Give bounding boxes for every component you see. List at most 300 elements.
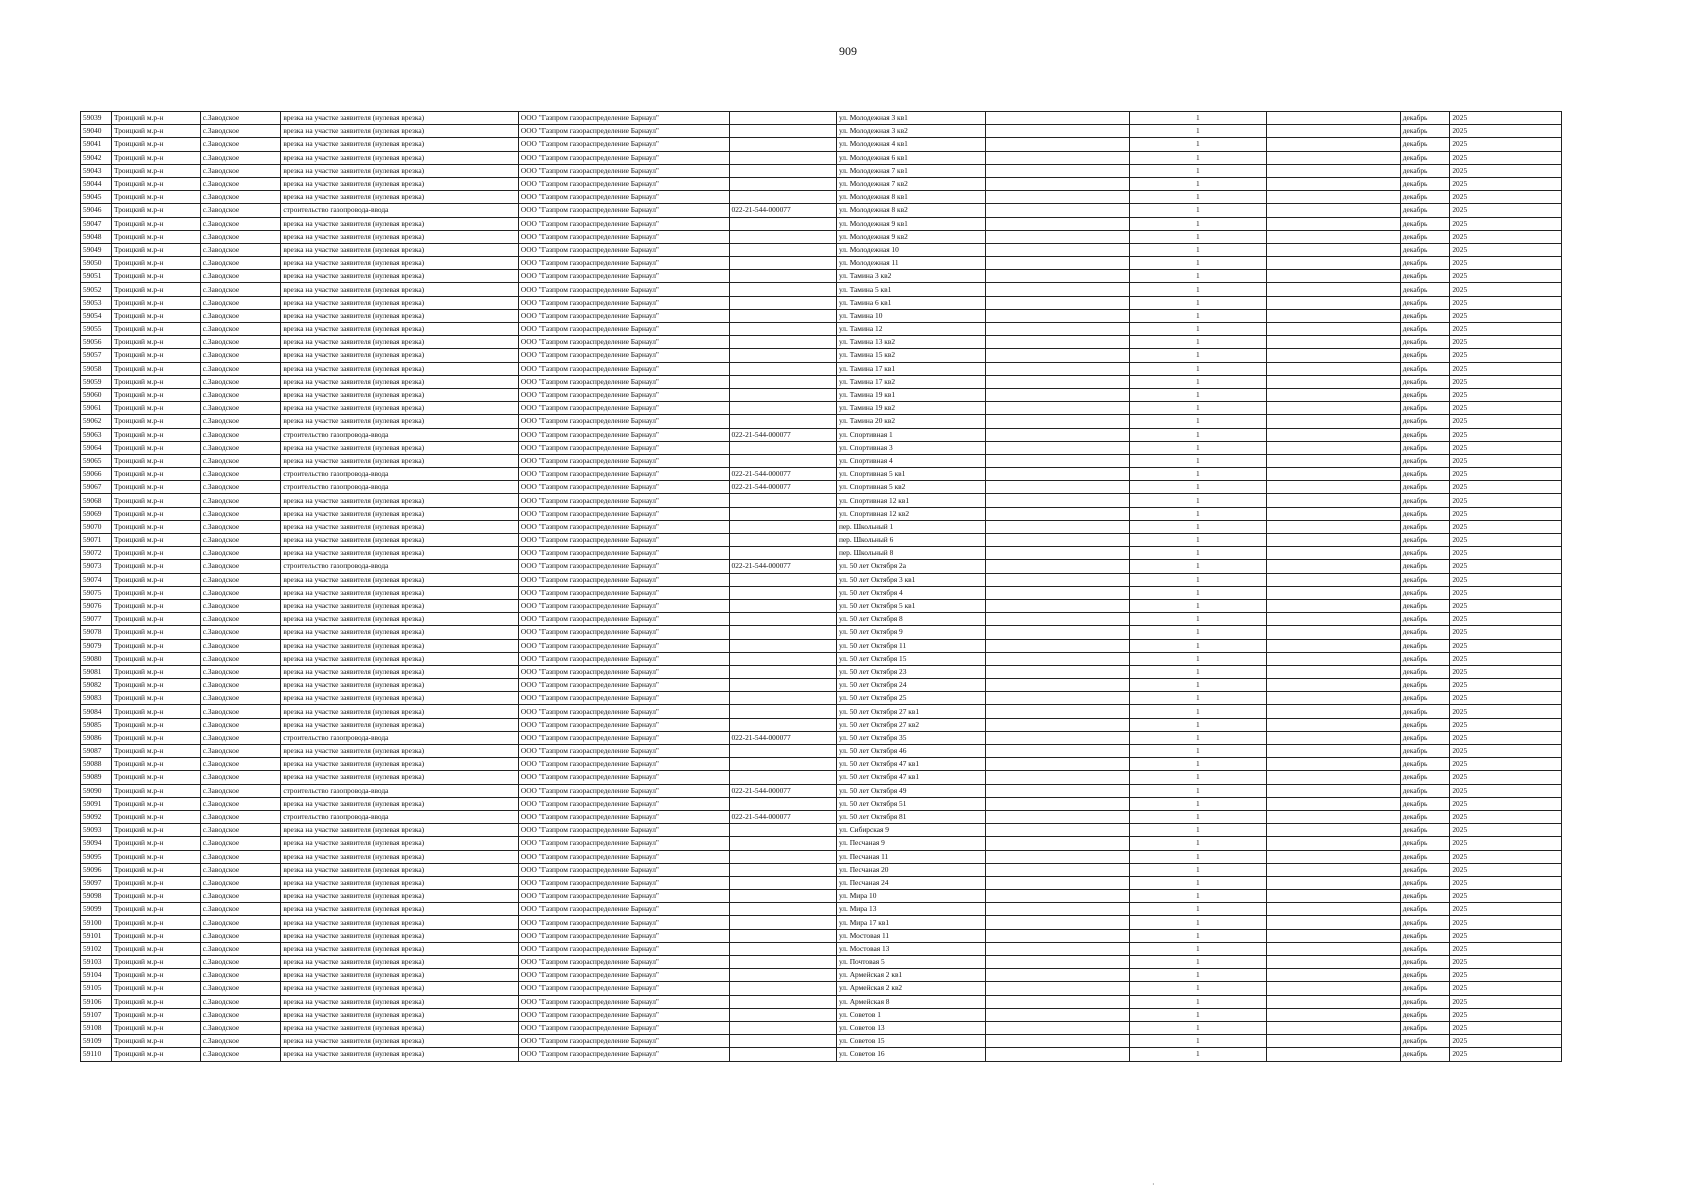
table-row [81,586,1562,599]
cell-month: декабрь [1400,402,1450,415]
cell-year: 2025 [1450,731,1562,744]
cell-contract-number [729,507,836,520]
cell-quantity: 1 [1130,428,1266,441]
cell-work-type: врезка на участке заявителя (нулевая врезка) [281,1008,519,1021]
cell-extra-col-1 [985,402,1130,415]
cell-extra-col-2 [1266,547,1400,560]
cell-contract-number [729,1048,836,1061]
cell-row-number: 59044 [81,177,112,190]
cell-extra-col-1 [985,705,1130,718]
cell-row-number: 59082 [81,679,112,692]
cell-contract-number [729,402,836,415]
cell-address: ул. Молодежная 8 кв1 [836,191,985,204]
cell-locality: с.Заводское [200,599,281,612]
cell-district: Троицкий м.р-н [111,204,200,217]
cell-district: Троицкий м.р-н [111,784,200,797]
cell-extra-col-1 [985,349,1130,362]
table-row [81,824,1562,837]
cell-month: декабрь [1400,534,1450,547]
cell-quantity: 1 [1130,758,1266,771]
cell-address: ул. Тамина 17 кв2 [836,375,985,388]
cell-contract-number [729,692,836,705]
cell-year: 2025 [1450,771,1562,784]
cell-row-number: 59045 [81,191,112,204]
cell-locality: с.Заводское [200,745,281,758]
table-row [81,784,1562,797]
cell-extra-col-1 [985,441,1130,454]
table-row [81,982,1562,995]
cell-row-number: 59108 [81,1021,112,1034]
cell-quantity: 1 [1130,1021,1266,1034]
cell-locality: с.Заводское [200,863,281,876]
cell-work-type: врезка на участке заявителя (нулевая врезка) [281,336,519,349]
cell-row-number: 59049 [81,243,112,256]
cell-work-type: врезка на участке заявителя (нулевая врезка) [281,507,519,520]
cell-locality: с.Заводское [200,125,281,138]
cell-month: декабрь [1400,639,1450,652]
cell-work-type: врезка на участке заявителя (нулевая врезка) [281,296,519,309]
cell-district: Троицкий м.р-н [111,916,200,929]
cell-locality: с.Заводское [200,824,281,837]
cell-row-number: 59105 [81,982,112,995]
cell-quantity: 1 [1130,534,1266,547]
cell-work-type: врезка на участке заявителя (нулевая врезка) [281,402,519,415]
cell-month: декабрь [1400,388,1450,401]
cell-locality: с.Заводское [200,388,281,401]
cell-work-type: врезка на участке заявителя (нулевая врезка) [281,217,519,230]
cell-extra-col-2 [1266,296,1400,309]
cell-year: 2025 [1450,125,1562,138]
cell-month: декабрь [1400,916,1450,929]
cell-locality: с.Заводское [200,652,281,665]
cell-locality: с.Заводское [200,270,281,283]
cell-work-type: врезка на участке заявителя (нулевая врезка) [281,257,519,270]
cell-row-number: 59068 [81,494,112,507]
cell-row-number: 59088 [81,758,112,771]
cell-extra-col-1 [985,112,1130,125]
cell-address: ул. Тамина 3 кв2 [836,270,985,283]
cell-extra-col-1 [985,929,1130,942]
cell-organization: ООО "Газпром газораспределение Барнаул" [518,837,729,850]
cell-month: декабрь [1400,494,1450,507]
cell-contract-number [729,850,836,863]
cell-district: Троицкий м.р-н [111,586,200,599]
cell-contract-number: 022-21-544-000077 [729,784,836,797]
cell-year: 2025 [1450,969,1562,982]
table-row [81,1021,1562,1034]
cell-contract-number [729,1035,836,1048]
cell-extra-col-1 [985,824,1130,837]
cell-organization: ООО "Газпром газораспределение Барнаул" [518,1035,729,1048]
cell-locality: с.Заводское [200,296,281,309]
cell-quantity: 1 [1130,362,1266,375]
cell-extra-col-1 [985,468,1130,481]
table-row [81,876,1562,889]
cell-row-number: 59100 [81,916,112,929]
cell-locality: с.Заводское [200,494,281,507]
cell-quantity: 1 [1130,1048,1266,1061]
cell-organization: ООО "Газпром газораспределение Барнаул" [518,112,729,125]
cell-year: 2025 [1450,613,1562,626]
cell-district: Троицкий м.р-н [111,652,200,665]
cell-locality: с.Заводское [200,138,281,151]
cell-year: 2025 [1450,1008,1562,1021]
cell-district: Троицкий м.р-н [111,270,200,283]
cell-year: 2025 [1450,718,1562,731]
cell-organization: ООО "Газпром газораспределение Барнаул" [518,336,729,349]
cell-year: 2025 [1450,323,1562,336]
cell-month: декабрь [1400,731,1450,744]
table-row [81,388,1562,401]
cell-contract-number [729,164,836,177]
cell-work-type: строительство газопровода-ввода [281,428,519,441]
cell-locality: с.Заводское [200,547,281,560]
cell-extra-col-2 [1266,441,1400,454]
cell-row-number: 59086 [81,731,112,744]
cell-month: декабрь [1400,797,1450,810]
cell-organization: ООО "Газпром газораспределение Барнаул" [518,692,729,705]
cell-locality: с.Заводское [200,243,281,256]
cell-quantity: 1 [1130,969,1266,982]
cell-extra-col-1 [985,415,1130,428]
cell-locality: с.Заводское [200,692,281,705]
cell-quantity: 1 [1130,824,1266,837]
cell-extra-col-1 [985,481,1130,494]
cell-quantity: 1 [1130,1035,1266,1048]
cell-quantity: 1 [1130,164,1266,177]
cell-work-type: строительство газопровода-ввода [281,731,519,744]
cell-extra-col-2 [1266,969,1400,982]
cell-district: Троицкий м.р-н [111,441,200,454]
cell-quantity: 1 [1130,771,1266,784]
cell-row-number: 59099 [81,903,112,916]
cell-row-number: 59067 [81,481,112,494]
cell-row-number: 59092 [81,810,112,823]
cell-work-type: врезка на участке заявителя (нулевая врезка) [281,270,519,283]
cell-quantity: 1 [1130,665,1266,678]
cell-row-number: 59056 [81,336,112,349]
cell-address: ул. Спортивная 4 [836,454,985,467]
cell-extra-col-2 [1266,876,1400,889]
cell-row-number: 59093 [81,824,112,837]
cell-address: ул. Песчаная 11 [836,850,985,863]
cell-extra-col-1 [985,863,1130,876]
cell-extra-col-2 [1266,534,1400,547]
cell-organization: ООО "Газпром газораспределение Барнаул" [518,626,729,639]
table-row [81,243,1562,256]
cell-locality: с.Заводское [200,349,281,362]
cell-organization: ООО "Газпром газораспределение Барнаул" [518,138,729,151]
cell-quantity: 1 [1130,745,1266,758]
cell-work-type: врезка на участке заявителя (нулевая врезка) [281,534,519,547]
cell-locality: с.Заводское [200,784,281,797]
cell-year: 2025 [1450,942,1562,955]
cell-extra-col-1 [985,217,1130,230]
cell-month: декабрь [1400,771,1450,784]
cell-extra-col-1 [985,547,1130,560]
cell-work-type: врезка на участке заявителя (нулевая врезка) [281,494,519,507]
cell-contract-number: 022-21-544-000077 [729,204,836,217]
cell-row-number: 59054 [81,309,112,322]
cell-row-number: 59075 [81,586,112,599]
cell-contract-number [729,890,836,903]
cell-locality: с.Заводское [200,362,281,375]
cell-quantity: 1 [1130,336,1266,349]
cell-organization: ООО "Газпром газораспределение Барнаул" [518,415,729,428]
cell-address: ул. Спортивная 1 [836,428,985,441]
cell-extra-col-1 [985,784,1130,797]
cell-extra-col-2 [1266,639,1400,652]
table-row [81,573,1562,586]
cell-locality: с.Заводское [200,705,281,718]
cell-contract-number [729,547,836,560]
cell-address: ул. Молодежная 6 кв1 [836,151,985,164]
cell-row-number: 59040 [81,125,112,138]
cell-address: ул. Почтовая 5 [836,956,985,969]
cell-locality: с.Заводское [200,112,281,125]
cell-locality: с.Заводское [200,151,281,164]
cell-district: Троицкий м.р-н [111,810,200,823]
cell-row-number: 59077 [81,613,112,626]
cell-quantity: 1 [1130,520,1266,533]
cell-year: 2025 [1450,679,1562,692]
cell-row-number: 59076 [81,599,112,612]
cell-row-number: 59084 [81,705,112,718]
cell-organization: ООО "Газпром газораспределение Барнаул" [518,771,729,784]
cell-quantity: 1 [1130,705,1266,718]
cell-contract-number [729,375,836,388]
cell-month: декабрь [1400,1048,1450,1061]
cell-address: ул. Молодежная 3 кв2 [836,125,985,138]
cell-work-type: врезка на участке заявителя (нулевая врезка) [281,151,519,164]
cell-organization: ООО "Газпром газораспределение Барнаул" [518,441,729,454]
cell-work-type: врезка на участке заявителя (нулевая врезка) [281,626,519,639]
cell-work-type: врезка на участке заявителя (нулевая врезка) [281,112,519,125]
cell-year: 2025 [1450,916,1562,929]
cell-quantity: 1 [1130,586,1266,599]
cell-extra-col-2 [1266,929,1400,942]
cell-year: 2025 [1450,388,1562,401]
cell-row-number: 59096 [81,863,112,876]
cell-extra-col-2 [1266,494,1400,507]
cell-quantity: 1 [1130,903,1266,916]
cell-work-type: врезка на участке заявителя (нулевая врезка) [281,969,519,982]
cell-month: декабрь [1400,850,1450,863]
cell-locality: с.Заводское [200,454,281,467]
cell-row-number: 59070 [81,520,112,533]
cell-month: декабрь [1400,956,1450,969]
cell-work-type: врезка на участке заявителя (нулевая врезка) [281,639,519,652]
cell-extra-col-1 [985,599,1130,612]
cell-year: 2025 [1450,837,1562,850]
cell-organization: ООО "Газпром газораспределение Барнаул" [518,797,729,810]
cell-year: 2025 [1450,349,1562,362]
cell-extra-col-2 [1266,863,1400,876]
cell-organization: ООО "Газпром газораспределение Барнаул" [518,758,729,771]
cell-extra-col-1 [985,375,1130,388]
cell-year: 2025 [1450,784,1562,797]
cell-locality: с.Заводское [200,771,281,784]
cell-row-number: 59058 [81,362,112,375]
cell-month: декабрь [1400,428,1450,441]
cell-district: Троицкий м.р-н [111,745,200,758]
cell-month: декабрь [1400,626,1450,639]
cell-work-type: врезка на участке заявителя (нулевая врезка) [281,916,519,929]
table-row [81,507,1562,520]
cell-extra-col-2 [1266,112,1400,125]
table-row [81,969,1562,982]
cell-quantity: 1 [1130,375,1266,388]
cell-month: декабрь [1400,718,1450,731]
cell-extra-col-2 [1266,415,1400,428]
cell-year: 2025 [1450,283,1562,296]
cell-district: Троицкий м.р-н [111,164,200,177]
cell-district: Троицкий м.р-н [111,613,200,626]
cell-month: декабрь [1400,929,1450,942]
cell-row-number: 59101 [81,929,112,942]
cell-locality: с.Заводское [200,890,281,903]
cell-locality: с.Заводское [200,758,281,771]
table-row [81,125,1562,138]
cell-address: ул. Сибирская 9 [836,824,985,837]
cell-district: Троицкий м.р-н [111,771,200,784]
cell-work-type: врезка на участке заявителя (нулевая врезка) [281,863,519,876]
cell-address: ул. Молодежная 7 кв2 [836,177,985,190]
cell-year: 2025 [1450,257,1562,270]
cell-address: ул. Советов 16 [836,1048,985,1061]
cell-extra-col-1 [985,494,1130,507]
cell-address: ул. 50 лет Октября 11 [836,639,985,652]
cell-locality: с.Заводское [200,217,281,230]
cell-organization: ООО "Газпром газораспределение Барнаул" [518,454,729,467]
cell-year: 2025 [1450,903,1562,916]
cell-year: 2025 [1450,191,1562,204]
cell-work-type: врезка на участке заявителя (нулевая врезка) [281,441,519,454]
cell-extra-col-1 [985,507,1130,520]
cell-district: Троицкий м.р-н [111,890,200,903]
cell-address: ул. 50 лет Октября 15 [836,652,985,665]
cell-row-number: 59079 [81,639,112,652]
cell-organization: ООО "Газпром газораспределение Барнаул" [518,942,729,955]
cell-extra-col-1 [985,283,1130,296]
cell-month: декабрь [1400,982,1450,995]
cell-extra-col-1 [985,573,1130,586]
cell-year: 2025 [1450,876,1562,889]
cell-contract-number [729,138,836,151]
cell-quantity: 1 [1130,309,1266,322]
cell-work-type: врезка на участке заявителя (нулевая врезка) [281,309,519,322]
cell-contract-number: 022-21-544-000077 [729,428,836,441]
cell-contract-number [729,916,836,929]
cell-district: Троицкий м.р-н [111,929,200,942]
cell-locality: с.Заводское [200,731,281,744]
cell-work-type: врезка на участке заявителя (нулевая врезка) [281,956,519,969]
cell-contract-number [729,454,836,467]
cell-work-type: врезка на участке заявителя (нулевая врезка) [281,164,519,177]
cell-row-number: 59104 [81,969,112,982]
cell-work-type: врезка на участке заявителя (нулевая врезка) [281,375,519,388]
cell-address: ул. Советов 1 [836,1008,985,1021]
table-row [81,639,1562,652]
cell-locality: с.Заводское [200,257,281,270]
cell-contract-number: 022-21-544-000077 [729,481,836,494]
cell-extra-col-2 [1266,402,1400,415]
cell-address: ул. Тамина 15 кв2 [836,349,985,362]
table-row [81,679,1562,692]
cell-organization: ООО "Газпром газораспределение Барнаул" [518,969,729,982]
cell-year: 2025 [1450,402,1562,415]
cell-row-number: 59085 [81,718,112,731]
cell-extra-col-1 [985,336,1130,349]
cell-address: ул. Песчаная 20 [836,863,985,876]
cell-contract-number [729,151,836,164]
cell-address: ул. Песчаная 24 [836,876,985,889]
table-row [81,428,1562,441]
cell-month: декабрь [1400,705,1450,718]
cell-month: декабрь [1400,257,1450,270]
cell-month: декабрь [1400,454,1450,467]
cell-contract-number [729,956,836,969]
table-row [81,191,1562,204]
cell-district: Троицкий м.р-н [111,863,200,876]
cell-month: декабрь [1400,745,1450,758]
table-row [81,151,1562,164]
cell-organization: ООО "Газпром газораспределение Барнаул" [518,323,729,336]
cell-address: ул. Молодежная 11 [836,257,985,270]
cell-month: декабрь [1400,903,1450,916]
table-row [81,956,1562,969]
table-row [81,402,1562,415]
cell-quantity: 1 [1130,784,1266,797]
cell-organization: ООО "Газпром газораспределение Барнаул" [518,863,729,876]
cell-address: ул. Спортивная 5 кв1 [836,468,985,481]
cell-year: 2025 [1450,428,1562,441]
cell-work-type: врезка на участке заявителя (нулевая врезка) [281,1048,519,1061]
cell-organization: ООО "Газпром газораспределение Барнаул" [518,257,729,270]
cell-district: Троицкий м.р-н [111,534,200,547]
cell-contract-number [729,112,836,125]
cell-extra-col-1 [985,323,1130,336]
table-row [81,230,1562,243]
cell-address: ул. Тамина 19 кв2 [836,402,985,415]
cell-address: ул. Спортивная 12 кв1 [836,494,985,507]
cell-row-number: 59062 [81,415,112,428]
cell-district: Троицкий м.р-н [111,415,200,428]
cell-work-type: врезка на участке заявителя (нулевая врезка) [281,705,519,718]
cell-row-number: 59039 [81,112,112,125]
cell-extra-col-2 [1266,626,1400,639]
cell-locality: с.Заводское [200,969,281,982]
cell-locality: с.Заводское [200,468,281,481]
cell-extra-col-2 [1266,191,1400,204]
cell-quantity: 1 [1130,323,1266,336]
cell-extra-col-1 [985,718,1130,731]
cell-quantity: 1 [1130,890,1266,903]
cell-extra-col-1 [985,679,1130,692]
cell-contract-number [729,230,836,243]
cell-district: Троицкий м.р-н [111,639,200,652]
cell-locality: с.Заводское [200,428,281,441]
cell-locality: с.Заводское [200,309,281,322]
cell-quantity: 1 [1130,876,1266,889]
cell-organization: ООО "Газпром газораспределение Барнаул" [518,995,729,1008]
cell-extra-col-1 [985,125,1130,138]
cell-district: Троицкий м.р-н [111,388,200,401]
cell-address: ул. Армейская 2 кв1 [836,969,985,982]
cell-quantity: 1 [1130,982,1266,995]
table-row [81,745,1562,758]
cell-quantity: 1 [1130,296,1266,309]
